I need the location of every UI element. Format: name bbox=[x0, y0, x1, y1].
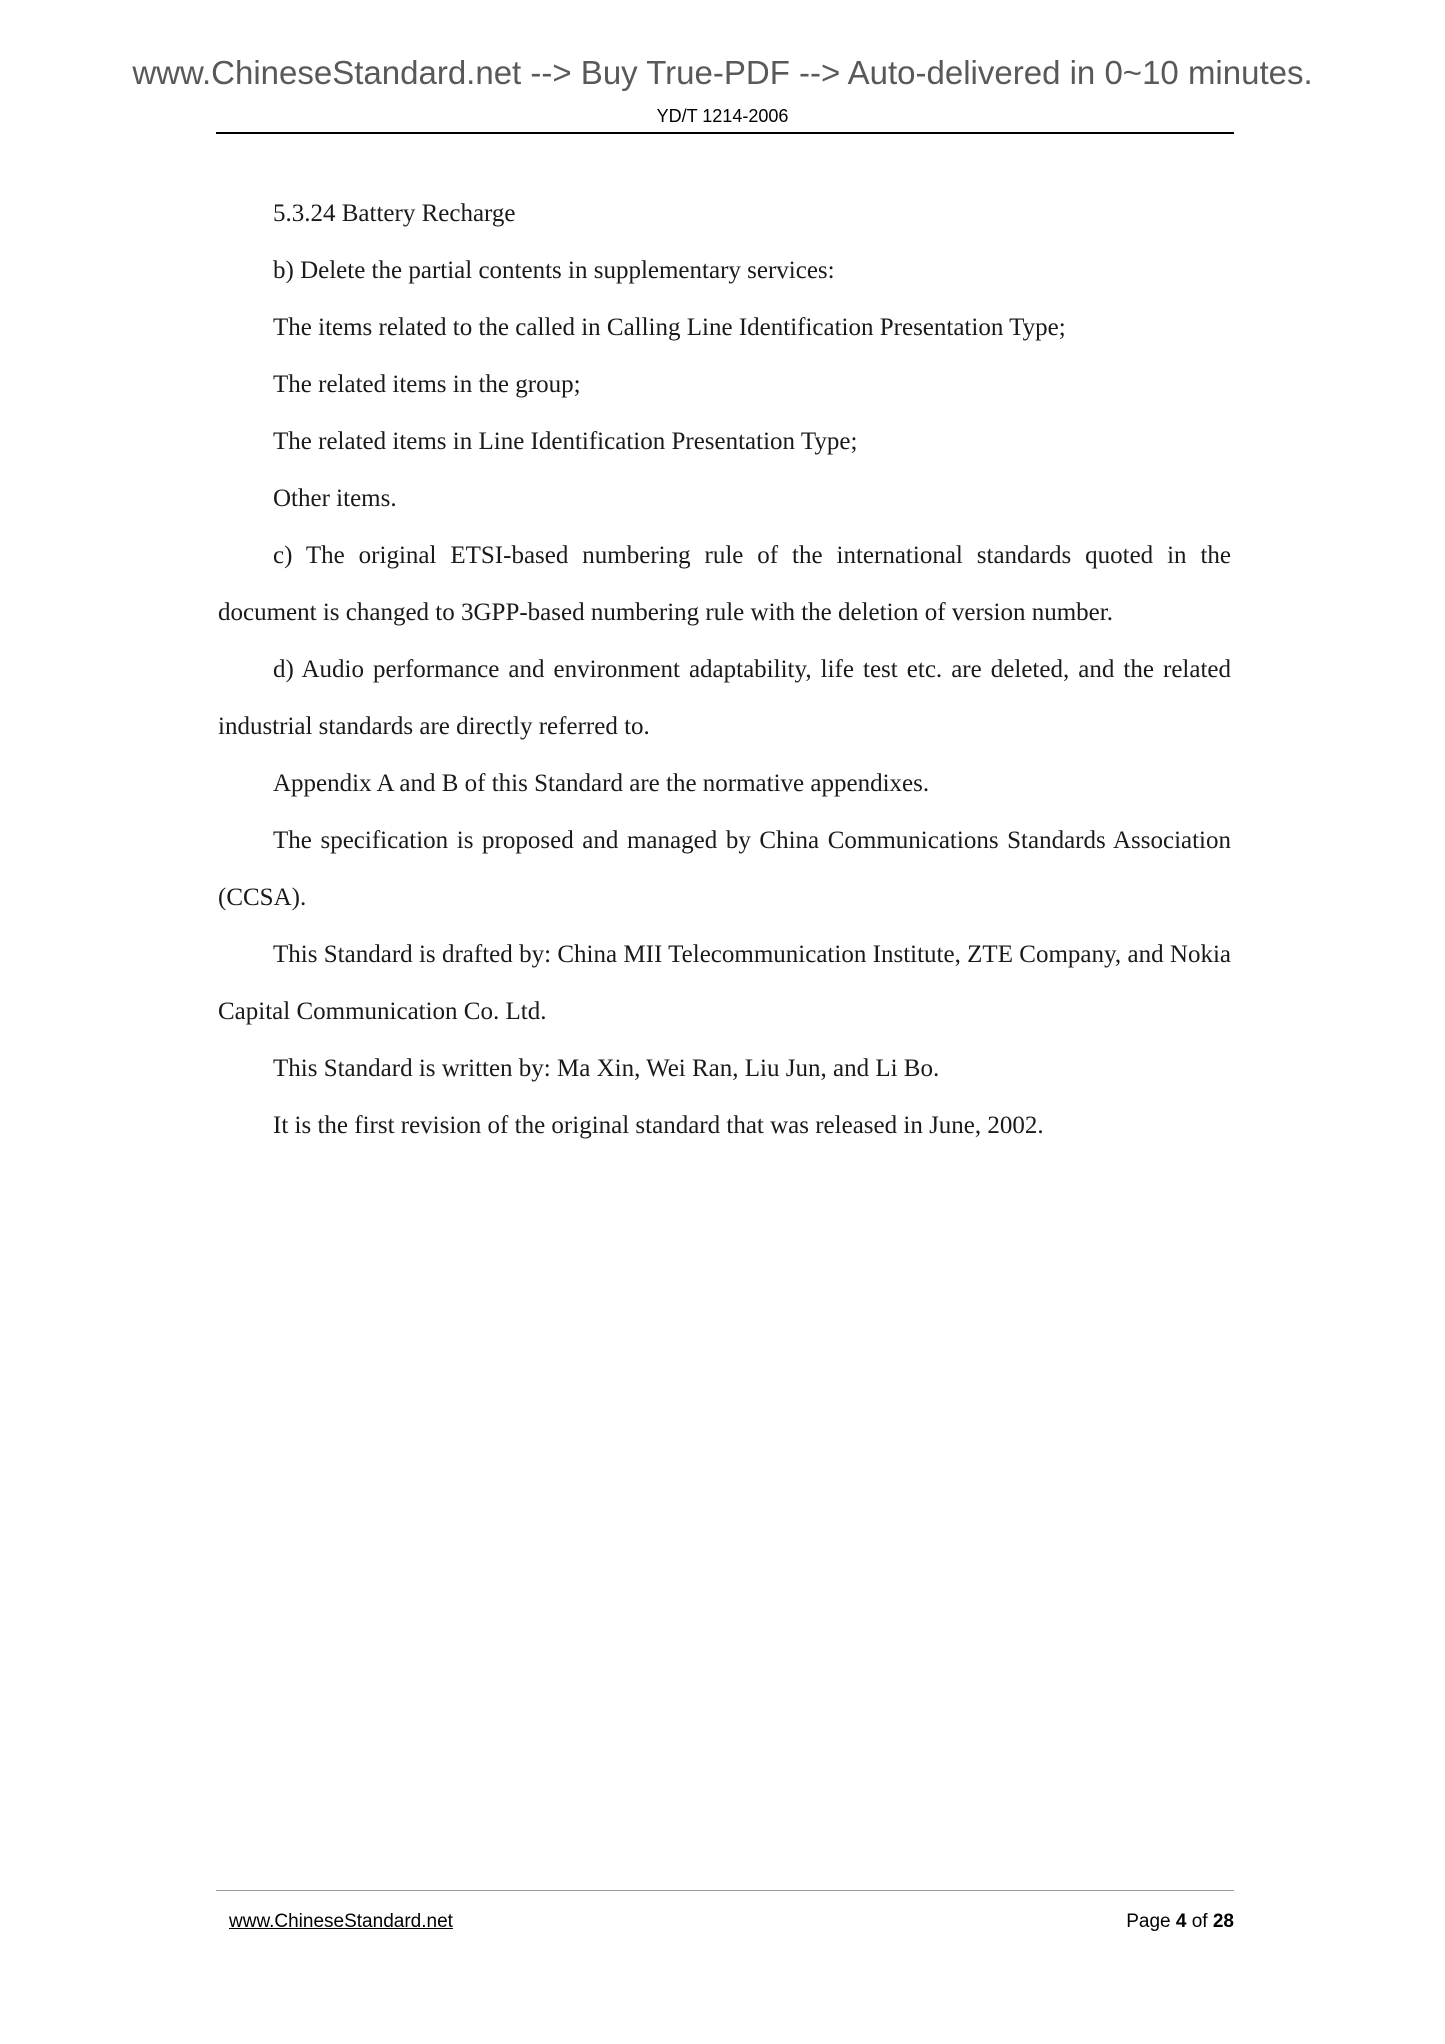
page-current: 4 bbox=[1175, 1911, 1187, 1932]
page-total: 28 bbox=[1212, 1911, 1234, 1932]
page-label: Page bbox=[1126, 1911, 1171, 1932]
paragraph: Other items. bbox=[273, 485, 397, 512]
page-of-label: of bbox=[1191, 1911, 1208, 1932]
document-code: YD/T 1214-2006 bbox=[656, 106, 789, 126]
paragraph: The related items in the group; bbox=[273, 371, 581, 398]
site-banner: www.ChineseStandard.net --> Buy True-PDF --> Auto-delivered in 0~10 minutes. bbox=[132, 54, 1313, 91]
paragraph-section-heading: 5.3.24 Battery Recharge bbox=[273, 200, 516, 227]
paragraph: Appendix A and B of this Standard are the normative appendixes. bbox=[273, 770, 930, 797]
page-number bbox=[1126, 1911, 1234, 1933]
paragraph: c) The original ETSI-based numbering rule of the international standards quoted in the document is changed to 3GPP-based numbering rule with the deletion of version number. bbox=[218, 542, 1231, 626]
paragraph: This Standard is drafted by: China MII Telecommunication Institute, ZTE Company, and Nokia Capital Communication Co. Ltd. bbox=[218, 941, 1231, 1025]
header-divider bbox=[216, 132, 1234, 134]
paragraph: This Standard is written by: Ma Xin, Wei Ran, Liu Jun, and Li Bo. bbox=[273, 1055, 940, 1082]
paragraph: d) Audio performance and environment adaptability, life test etc. are deleted, and the related industrial standards are directly referred to. bbox=[218, 656, 1231, 740]
paragraph: b) Delete the partial contents in supplementary services: bbox=[273, 257, 835, 284]
paragraph: The related items in Line Identification Presentation Type; bbox=[273, 428, 858, 455]
footer-divider bbox=[216, 1890, 1234, 1891]
document-body bbox=[218, 185, 1231, 1154]
paragraph: It is the first revision of the original standard that was released in June, 2002. bbox=[273, 1112, 1044, 1139]
paragraph: The items related to the called in Calling Line Identification Presentation Type; bbox=[273, 314, 1066, 341]
paragraph: The specification is proposed and managed by China Communications Standards Association (CCSA). bbox=[218, 827, 1231, 911]
footer-website-link[interactable]: www.ChineseStandard.net bbox=[229, 1911, 453, 1932]
